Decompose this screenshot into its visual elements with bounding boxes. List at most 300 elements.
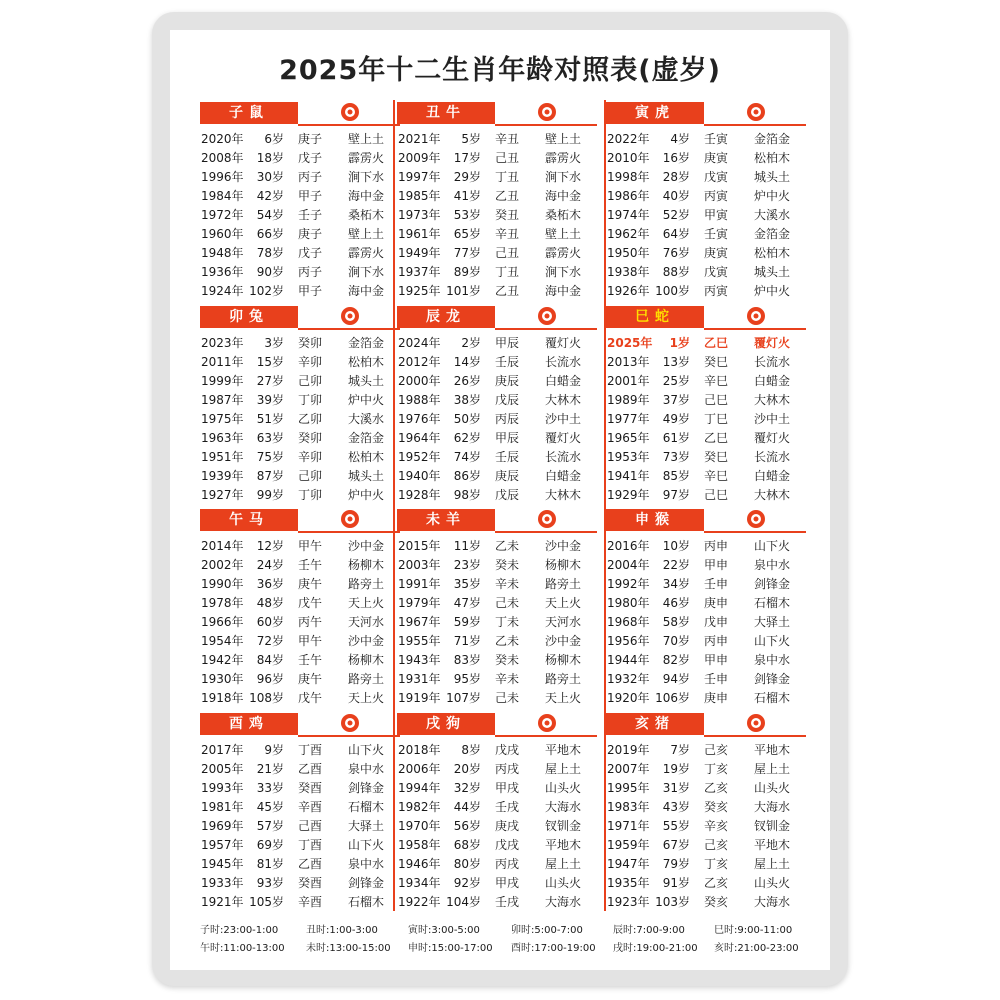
age: 71岁	[453, 634, 481, 648]
ganzhi: 丙子	[298, 265, 323, 279]
age: 104岁	[446, 895, 481, 909]
table-row	[606, 613, 806, 632]
zodiac-section	[397, 100, 597, 304]
table-row	[606, 391, 806, 410]
nayin-element: 天上火	[545, 691, 582, 705]
nayin-element: 平地木	[754, 743, 791, 757]
nayin-element: 金箔金	[348, 336, 385, 350]
nayin-element: 山下火	[348, 838, 385, 852]
nayin-element: 覆灯火	[754, 431, 791, 445]
zodiac-name: 巳蛇	[606, 306, 704, 328]
header-underline	[298, 735, 400, 737]
birth-year: 1939年	[201, 469, 244, 483]
birth-year: 2021年	[398, 132, 441, 146]
header-underline	[298, 531, 400, 533]
nayin-element: 桑柘木	[348, 208, 385, 222]
hour-column	[200, 922, 285, 958]
birth-year: 2012年	[398, 355, 441, 369]
zodiac-header	[200, 711, 400, 739]
birth-year: 1918年	[201, 691, 244, 705]
birth-year: 1979年	[398, 596, 441, 610]
table-row	[606, 467, 806, 486]
nayin-element: 大溪水	[348, 412, 385, 426]
ganzhi: 庚子	[298, 227, 323, 241]
age: 39岁	[256, 393, 284, 407]
table-row	[397, 874, 597, 893]
table-row	[200, 760, 400, 779]
age: 90岁	[256, 265, 284, 279]
age: 65岁	[453, 227, 481, 241]
rooster-icon	[338, 711, 362, 735]
table-row	[200, 632, 400, 651]
table-row	[200, 263, 400, 282]
age: 96岁	[256, 672, 284, 686]
birth-year: 1955年	[398, 634, 441, 648]
birth-year: 1957年	[201, 838, 244, 852]
table-row	[397, 334, 597, 353]
table-row	[200, 855, 400, 874]
birth-year: 1994年	[398, 781, 441, 795]
birth-year: 1953年	[607, 450, 650, 464]
birth-year: 1943年	[398, 653, 441, 667]
birth-year: 2011年	[201, 355, 244, 369]
table-row	[606, 632, 806, 651]
ganzhi: 壬辰	[495, 355, 520, 369]
nayin-element: 平地木	[545, 743, 582, 757]
nayin-element: 白蜡金	[754, 469, 791, 483]
table-row	[606, 206, 806, 225]
birth-year: 1988年	[398, 393, 441, 407]
nayin-element: 平地木	[754, 838, 791, 852]
birth-year: 1992年	[607, 577, 650, 591]
ganzhi: 癸酉	[298, 781, 323, 795]
hour-label: 丑时:1:00-3:00	[306, 925, 378, 936]
age: 8岁	[461, 743, 481, 757]
zodiac-name: 亥猪	[606, 713, 704, 735]
table-row	[397, 391, 597, 410]
zodiac-header	[606, 304, 806, 332]
birth-year: 1978年	[201, 596, 244, 610]
birth-year: 1989年	[607, 393, 650, 407]
age: 54岁	[256, 208, 284, 222]
table-row	[606, 168, 806, 187]
age: 69岁	[256, 838, 284, 852]
table-row	[606, 353, 806, 372]
nayin-element: 长流水	[545, 450, 582, 464]
age: 7岁	[670, 743, 690, 757]
table-row	[397, 779, 597, 798]
birth-year: 1990年	[201, 577, 244, 591]
tiger-icon	[744, 100, 768, 124]
ganzhi: 乙未	[495, 634, 520, 648]
nayin-element: 泉中水	[348, 857, 385, 871]
ganzhi: 戊戌	[495, 743, 520, 757]
hour-label: 卯时:5:00-7:00	[511, 925, 583, 936]
table-row	[606, 689, 806, 708]
nayin-element: 沙中金	[348, 539, 385, 553]
table-row	[200, 779, 400, 798]
age: 17岁	[453, 151, 481, 165]
header-underline	[704, 531, 806, 533]
birth-year: 2001年	[607, 374, 650, 388]
age: 55岁	[662, 819, 690, 833]
nayin-element: 剑锋金	[348, 876, 385, 890]
nayin-element: 大海水	[754, 800, 791, 814]
birth-year: 1922年	[398, 895, 441, 909]
age: 32岁	[453, 781, 481, 795]
age: 23岁	[453, 558, 481, 572]
table-row	[397, 798, 597, 817]
ganzhi: 戊午	[298, 691, 323, 705]
nayin-element: 钗钏金	[754, 819, 791, 833]
age: 45岁	[256, 800, 284, 814]
nayin-element: 屋上土	[754, 857, 791, 871]
table-row	[397, 893, 597, 912]
age: 40岁	[662, 189, 690, 203]
header-underline	[495, 328, 597, 330]
table-row	[200, 206, 400, 225]
nayin-element: 大溪水	[754, 208, 791, 222]
ganzhi: 戊寅	[704, 170, 729, 184]
ganzhi: 癸酉	[298, 876, 323, 890]
ganzhi: 丁亥	[704, 857, 729, 871]
birth-year: 1986年	[607, 189, 650, 203]
header-underline	[495, 531, 597, 533]
table-row	[200, 689, 400, 708]
age: 25岁	[662, 374, 690, 388]
birth-year: 1966年	[201, 615, 244, 629]
zodiac-section	[397, 304, 597, 508]
table-row	[200, 556, 400, 575]
hour-label: 寅时:3:00-5:00	[408, 925, 480, 936]
age: 38岁	[453, 393, 481, 407]
nayin-element: 路旁土	[348, 577, 385, 591]
birth-year: 2023年	[201, 336, 244, 350]
birth-year: 1964年	[398, 431, 441, 445]
ganzhi: 庚子	[298, 132, 323, 146]
birth-year: 1997年	[398, 170, 441, 184]
table-row	[606, 448, 806, 467]
hour-label: 辰时:7:00-9:00	[613, 925, 685, 936]
nayin-element: 天上火	[348, 596, 385, 610]
nayin-element: 壁上土	[545, 132, 582, 146]
table-row	[397, 486, 597, 505]
age: 5岁	[461, 132, 481, 146]
nayin-element: 覆灯火	[754, 336, 791, 350]
ganzhi: 丙子	[298, 170, 323, 184]
ganzhi: 壬午	[298, 558, 323, 572]
table-row	[200, 670, 400, 689]
zodiac-name: 子鼠	[200, 102, 298, 124]
zodiac-header	[397, 100, 597, 128]
hour-column	[613, 922, 698, 958]
table-row	[200, 282, 400, 301]
ganzhi: 壬午	[298, 653, 323, 667]
birth-year: 2017年	[201, 743, 244, 757]
nayin-element: 松柏木	[754, 151, 791, 165]
ganzhi: 癸未	[495, 653, 520, 667]
age: 3岁	[264, 336, 284, 350]
age: 97岁	[662, 488, 690, 502]
nayin-element: 炉中火	[348, 393, 385, 407]
table-row	[200, 467, 400, 486]
ganzhi: 辛酉	[298, 800, 323, 814]
birth-year: 2020年	[201, 132, 244, 146]
table-row	[606, 556, 806, 575]
table-row	[606, 798, 806, 817]
nayin-element: 钗钏金	[545, 819, 582, 833]
birth-year: 2009年	[398, 151, 441, 165]
table-row	[606, 874, 806, 893]
birth-year: 1928年	[398, 488, 441, 502]
nayin-element: 天上火	[348, 691, 385, 705]
header-underline	[704, 124, 806, 126]
table-row	[606, 486, 806, 505]
ganzhi: 己未	[495, 596, 520, 610]
birth-year: 2010年	[607, 151, 650, 165]
table-row	[606, 429, 806, 448]
table-row	[200, 448, 400, 467]
ganzhi: 丁卯	[298, 488, 323, 502]
ganzhi: 甲戌	[495, 781, 520, 795]
ganzhi: 辛巳	[704, 374, 729, 388]
nayin-element: 白蜡金	[754, 374, 791, 388]
ganzhi: 庚申	[704, 691, 729, 705]
table-row	[397, 817, 597, 836]
nayin-element: 杨柳木	[348, 653, 385, 667]
table-row	[397, 282, 597, 301]
age: 24岁	[256, 558, 284, 572]
ganzhi: 乙卯	[298, 412, 323, 426]
hour-column	[408, 922, 493, 958]
birth-year: 1929年	[607, 488, 650, 502]
zodiac-name: 未羊	[397, 509, 495, 531]
nayin-element: 石榴木	[754, 596, 791, 610]
zodiac-name: 寅虎	[606, 102, 704, 124]
birth-year: 1920年	[607, 691, 650, 705]
ganzhi: 甲戌	[495, 876, 520, 890]
age: 49岁	[662, 412, 690, 426]
ganzhi: 戊辰	[495, 488, 520, 502]
table-row	[200, 372, 400, 391]
nayin-element: 大林木	[754, 488, 791, 502]
nayin-element: 泉中水	[754, 558, 791, 572]
table-row	[200, 817, 400, 836]
table-row	[397, 760, 597, 779]
age: 42岁	[256, 189, 284, 203]
table-row	[200, 651, 400, 670]
table-row	[397, 632, 597, 651]
nayin-element: 山下火	[754, 634, 791, 648]
hour-label: 酉时:17:00-19:00	[511, 943, 596, 954]
nayin-element: 山头火	[545, 781, 582, 795]
birth-year: 1960年	[201, 227, 244, 241]
age: 94岁	[662, 672, 690, 686]
zodiac-header	[606, 507, 806, 535]
age: 11岁	[453, 539, 481, 553]
age: 92岁	[453, 876, 481, 890]
age: 99岁	[256, 488, 284, 502]
age: 37岁	[662, 393, 690, 407]
table-row	[200, 486, 400, 505]
nayin-element: 沙中金	[348, 634, 385, 648]
birth-year: 1971年	[607, 819, 650, 833]
nayin-element: 霹雳火	[348, 246, 385, 260]
ganzhi: 辛未	[495, 577, 520, 591]
age: 103岁	[655, 895, 690, 909]
table-row	[200, 893, 400, 912]
table-row	[200, 798, 400, 817]
nayin-element: 屋上土	[545, 857, 582, 871]
age: 15岁	[256, 355, 284, 369]
ganzhi: 戊寅	[704, 265, 729, 279]
birth-year: 1991年	[398, 577, 441, 591]
age: 51岁	[256, 412, 284, 426]
nayin-element: 霹雳火	[545, 246, 582, 260]
ganzhi: 戊戌	[495, 838, 520, 852]
ganzhi: 辛巳	[704, 469, 729, 483]
hour-label: 午时:11:00-13:00	[200, 943, 285, 954]
birth-year: 1975年	[201, 412, 244, 426]
nayin-element: 路旁土	[545, 577, 582, 591]
age: 9岁	[264, 743, 284, 757]
age: 72岁	[256, 634, 284, 648]
goat-icon	[535, 507, 559, 531]
table-row	[200, 353, 400, 372]
table-row	[200, 429, 400, 448]
nayin-element: 平地木	[545, 838, 582, 852]
nayin-element: 屋上土	[545, 762, 582, 776]
nayin-element: 涧下水	[348, 170, 385, 184]
age: 78岁	[256, 246, 284, 260]
age: 77岁	[453, 246, 481, 260]
ganzhi: 庚辰	[495, 469, 520, 483]
horse-icon	[338, 507, 362, 531]
age: 16岁	[662, 151, 690, 165]
ganzhi: 己丑	[495, 151, 520, 165]
table-row	[397, 651, 597, 670]
ganzhi: 乙丑	[495, 189, 520, 203]
ganzhi: 壬戌	[495, 800, 520, 814]
nayin-element: 大林木	[545, 393, 582, 407]
nayin-element: 城头土	[348, 374, 385, 388]
ganzhi: 壬申	[704, 577, 729, 591]
nayin-element: 泉中水	[754, 653, 791, 667]
nayin-element: 城头土	[348, 469, 385, 483]
nayin-element: 屋上土	[754, 762, 791, 776]
age: 93岁	[256, 876, 284, 890]
nayin-element: 山头火	[545, 876, 582, 890]
table-row	[606, 855, 806, 874]
ganzhi: 丁酉	[298, 743, 323, 757]
nayin-element: 山下火	[348, 743, 385, 757]
ganzhi: 甲子	[298, 284, 323, 298]
zodiac-section	[200, 507, 400, 711]
ganzhi: 戊子	[298, 246, 323, 260]
birth-year: 1926年	[607, 284, 650, 298]
table-row	[397, 149, 597, 168]
birth-year: 1965年	[607, 431, 650, 445]
ganzhi: 戊辰	[495, 393, 520, 407]
table-row	[397, 594, 597, 613]
birth-year: 1999年	[201, 374, 244, 388]
zodiac-section	[606, 711, 806, 915]
age: 20岁	[453, 762, 481, 776]
zodiac-section	[397, 507, 597, 711]
nayin-element: 松柏木	[348, 450, 385, 464]
birth-year: 1921年	[201, 895, 244, 909]
header-underline	[298, 328, 400, 330]
ganzhi: 庚辰	[495, 374, 520, 388]
header-underline	[495, 735, 597, 737]
nayin-element: 涧下水	[545, 170, 582, 184]
table-row	[606, 836, 806, 855]
nayin-element: 大林木	[545, 488, 582, 502]
birth-year: 2024年	[398, 336, 441, 350]
zodiac-name: 丑牛	[397, 102, 495, 124]
birth-year: 2007年	[607, 762, 650, 776]
age: 41岁	[453, 189, 481, 203]
zodiac-section	[200, 711, 400, 915]
ganzhi: 丁未	[495, 615, 520, 629]
age: 102岁	[249, 284, 284, 298]
ganzhi: 辛丑	[495, 227, 520, 241]
ganzhi: 壬辰	[495, 450, 520, 464]
age: 79岁	[662, 857, 690, 871]
birth-year: 1952年	[398, 450, 441, 464]
table-row	[200, 741, 400, 760]
birth-year: 1967年	[398, 615, 441, 629]
ganzhi: 乙巳	[704, 431, 729, 445]
page-title: 2025年十二生肖年龄对照表(虚岁)	[279, 55, 721, 86]
table-row	[606, 670, 806, 689]
birth-year: 1970年	[398, 819, 441, 833]
table-row	[606, 537, 806, 556]
birth-year: 1993年	[201, 781, 244, 795]
nayin-element: 大海水	[545, 800, 582, 814]
table-row	[397, 613, 597, 632]
nayin-element: 大海水	[545, 895, 582, 909]
birth-year: 1962年	[607, 227, 650, 241]
birth-year: 1996年	[201, 170, 244, 184]
hour-label: 申时:15:00-17:00	[408, 943, 493, 954]
age: 61岁	[662, 431, 690, 445]
nayin-element: 沙中土	[754, 412, 791, 426]
nayin-element: 剑锋金	[754, 672, 791, 686]
nayin-element: 大驿土	[754, 615, 791, 629]
ganzhi: 癸丑	[495, 208, 520, 222]
nayin-element: 金箔金	[754, 132, 791, 146]
table-row	[606, 779, 806, 798]
birth-year: 1940年	[398, 469, 441, 483]
age: 14岁	[453, 355, 481, 369]
nayin-element: 杨柳木	[545, 558, 582, 572]
age: 62岁	[453, 431, 481, 445]
ganzhi: 己酉	[298, 819, 323, 833]
birth-year: 1937年	[398, 265, 441, 279]
age: 101岁	[446, 284, 481, 298]
zodiac-header	[397, 304, 597, 332]
ganzhi: 癸巳	[704, 450, 729, 464]
birth-year: 1947年	[607, 857, 650, 871]
age: 22岁	[662, 558, 690, 572]
table-row	[397, 263, 597, 282]
table-row	[397, 244, 597, 263]
age: 89岁	[453, 265, 481, 279]
birth-year: 1954年	[201, 634, 244, 648]
age: 29岁	[453, 170, 481, 184]
nayin-element: 剑锋金	[348, 781, 385, 795]
